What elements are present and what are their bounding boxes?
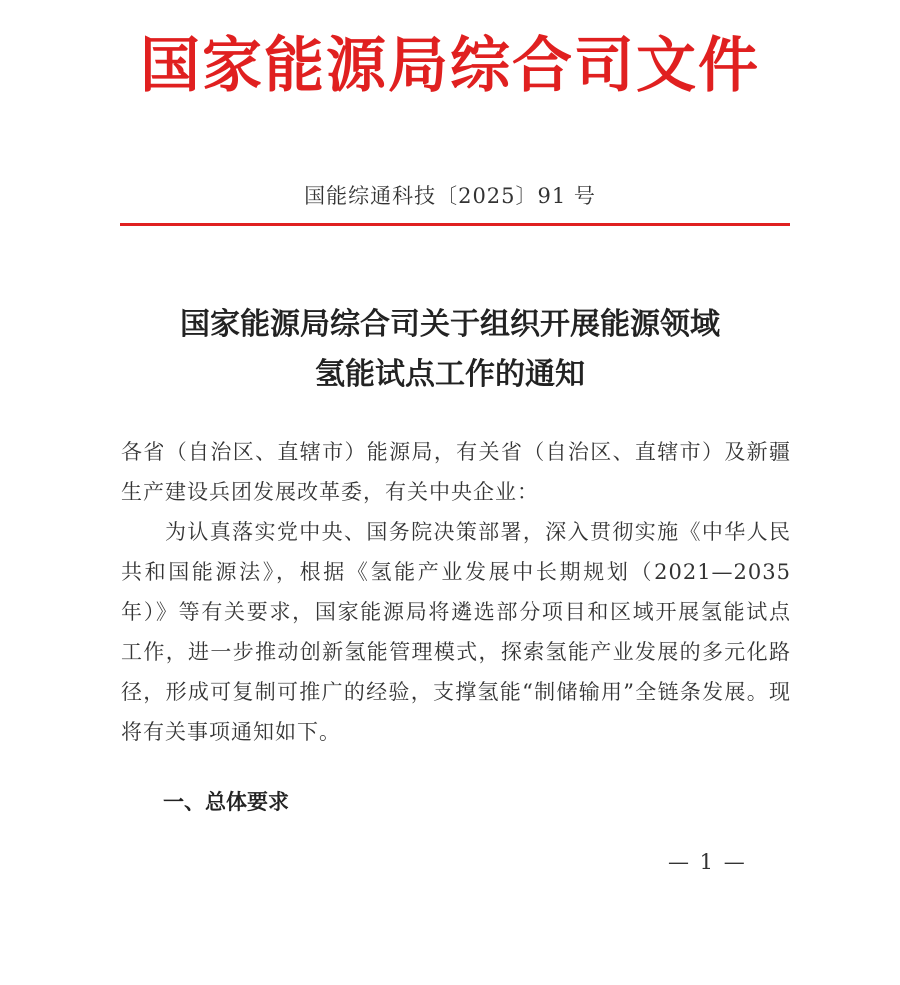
page-number: — 1 — (668, 850, 747, 874)
notice-title-line-2: 氢能试点工作的通知 (315, 357, 585, 392)
notice-title-line-1: 国家能源局综合司关于组织开展能源领域 (180, 307, 720, 342)
section-heading: 一、总体要求 (163, 790, 289, 814)
document-number: 国能综通科技〔2025〕91 号 (304, 184, 596, 208)
notice-title (0, 300, 900, 400)
intro-paragraph: 为认真落实党中央、国务院决策部署，深入贯彻实施《中华人民共和国能源法》，根据《氢能产业发展中长期规划（2021—2035年）》等有关要求，国家能源局将遴选部分项目和区域开展氢能试点工作，进一步推动创新氢能管理模式，探索氢能产业发展的多元化路径，形成可复制可推广的经验，支撑氢能“制储输用”全链条发展。现将有关事项通知如下。 (121, 520, 791, 744)
addressee-paragraph: 各省（自治区、直辖市）能源局，有关省（自治区、直辖市）及新疆生产建设兵团发展改革委，有关中央企业： (121, 440, 791, 504)
masthead-title: 国家能源局综合司文件 (140, 31, 760, 101)
red-divider-line (120, 223, 790, 226)
notice-body (121, 432, 791, 752)
